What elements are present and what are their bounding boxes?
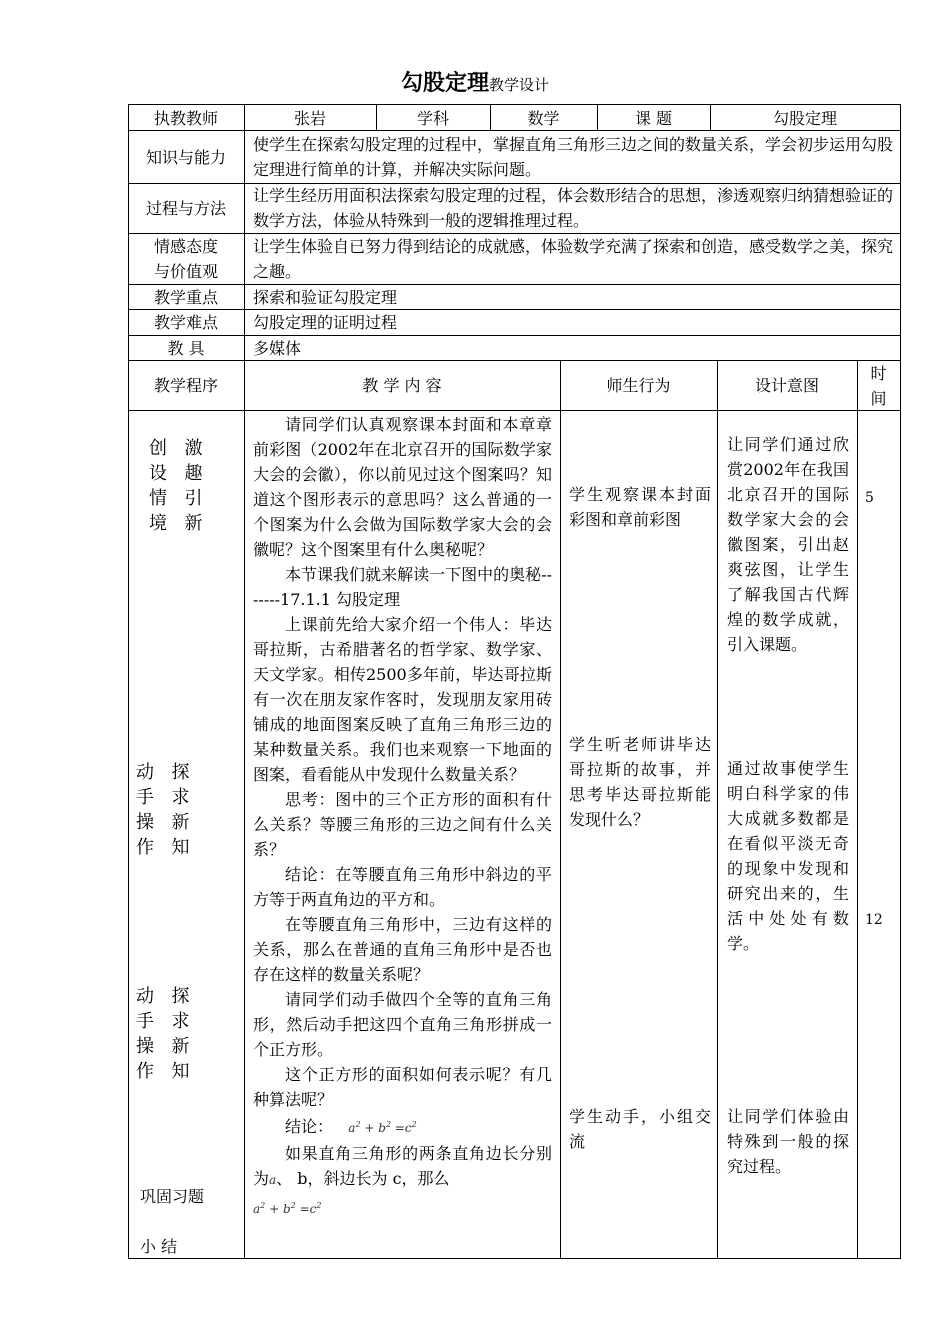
goal-process-label: 过程与方法 [145, 199, 226, 218]
stage-create-situation: 创 激 设 趣 情 引 境 新 [149, 438, 203, 534]
intent-2: 通过故事使学生明白科学家的伟大成就多数都是在看似平淡无奇的现象中发现和研究出来的，生活中处处有数学。 [727, 759, 849, 953]
content-para-1: 请同学们认真观察课本封面和本章章前彩图（2002年在北京召开的国际数学家大会的会徽），你以前见过这个图案吗？知道这个图形表示的意思吗？这么普通的一个图案为什么会做为国际数学家大会的会徽呢？这个图案里有什么奥秘呢？ [253, 415, 552, 559]
content-conclusion: 结论： $a^2 + b^2 =c^2$ [285, 1117, 417, 1136]
teacher-label: 执教教师 [153, 109, 218, 128]
teacher-name: 张岩 [293, 109, 326, 128]
goal-emotion-label-1: 情感态度 [153, 237, 218, 256]
content-para-7: 请同学们动手做四个全等的直角三角形，然后动手把这四个直角三角形拼成一个正方形。 [253, 990, 552, 1059]
subject-label: 学科 [416, 109, 449, 128]
content-para-4: 思考：图中的三个正方形的面积有什么关系？等腰三角形的三边之间有什么关系？ [253, 790, 552, 859]
col-content: 教 学 内 容 [362, 376, 442, 395]
key-point-label: 教学重点 [153, 288, 218, 307]
stage-hands-on-2: 动 探 手 求 操 新 作 知 [136, 986, 190, 1082]
topic-label: 课 题 [634, 109, 673, 128]
content-para-3: 上课前先给大家介绍一个伟人：毕达哥拉斯，古希腊著名的哲学家、数学家、天文学家。相传2500多年前，毕达哥拉斯有一次在朋友家作客时，发现朋友家用砖铺成的地面图案反映了直角三角形三边的某种数量关系。我们也来观察一下地面的图案，看看能从中发现什么数量关系？ [253, 615, 552, 784]
difficulty-label: 教学难点 [153, 313, 218, 332]
intent-1: 让同学们通过欣赏2002年在我国北京召开的国际数学家大会的会徽图案，引出赵爽弦图，让学生了解我国古代辉煌的数学成就，引入课题。 [727, 435, 849, 654]
goal-knowledge-label: 知识与能力 [145, 148, 226, 167]
col-behavior: 师生行为 [606, 376, 671, 395]
behavior-3: 学生动手，小组交流 [569, 1107, 711, 1151]
content-para-5: 结论：在等腰直角三角形中斜边的平方等于两直角边的平方和。 [253, 865, 552, 909]
time-1: 5 [865, 490, 874, 506]
title-sub: 教学设计 [489, 76, 550, 94]
title-main: 勾股定理 [400, 71, 489, 96]
goal-knowledge-text: 使学生在探索勾股定理的过程中，掌握直角三角形三边之间的数量关系，学会初步运用勾股定理进行简单的计算，并解决实际问题。 [253, 135, 894, 179]
col-intent: 设计意图 [754, 376, 819, 395]
content-para-6: 在等腰直角三角形中，三边有这样的关系，那么在普通的直角三角形中是否也存在这样的数量关系呢？ [253, 915, 552, 984]
goal-emotion-label [128, 234, 244, 284]
intent-3: 让同学们体验由特殊到一般的探究过程。 [727, 1107, 849, 1176]
goal-process-text: 让学生经历用面积法探索勾股定理的过程，体会数形结合的思想，渗透观察归纳猜想验证的数学方法，体验从特殊到一般的逻辑推理过程。 [253, 186, 894, 230]
document-title [0, 66, 950, 97]
formula-conclusion: $a^2 + b^2 =c^2$ [348, 1120, 417, 1135]
subject-value: 数学 [527, 109, 560, 128]
tools-text: 多媒体 [253, 339, 302, 358]
col-time-2: 间 [870, 389, 887, 408]
stage-summary: 小 结 [140, 1237, 178, 1256]
teaching-content [253, 412, 552, 1222]
time-2: 12 [865, 912, 883, 928]
key-point-text: 探索和验证勾股定理 [253, 288, 398, 307]
col-time-1: 时 [870, 364, 887, 383]
topic-value: 勾股定理 [772, 109, 837, 128]
col-procedure: 教学程序 [153, 376, 218, 395]
tools-label: 教 具 [167, 339, 205, 358]
stage-review: 巩固习题 [140, 1187, 205, 1206]
goal-emotion-text: 让学生体验自已努力得到结论的成就感，体验数学充满了探索和创造，感受数学之美，探究之趣。 [253, 237, 894, 281]
content-para-8: 这个正方形的面积如何表示呢？有几种算法呢？ [253, 1065, 552, 1109]
goal-emotion-label-2: 与价值观 [153, 262, 218, 281]
formula-final: $a^2 + b^2 =c^2$ [253, 1201, 322, 1216]
content-para-2: 本节课我们就来解读一下图中的奥秘-------17.1.1 勾股定理 [253, 565, 552, 609]
content-para-final: 如果直角三角形的两条直角边长分别为a、 b，斜边长为 c，那么 [253, 1144, 552, 1188]
behavior-1: 学生观察课本封面彩图和章前彩图 [569, 485, 711, 529]
difficulty-text: 勾股定理的证明过程 [253, 313, 398, 332]
behavior-2: 学生听老师讲毕达哥拉斯的故事，并思考毕达哥拉斯能发现什么？ [569, 735, 711, 829]
col-time [857, 361, 900, 411]
stage-hands-on-1: 动 探 手 求 操 新 作 知 [136, 762, 190, 858]
